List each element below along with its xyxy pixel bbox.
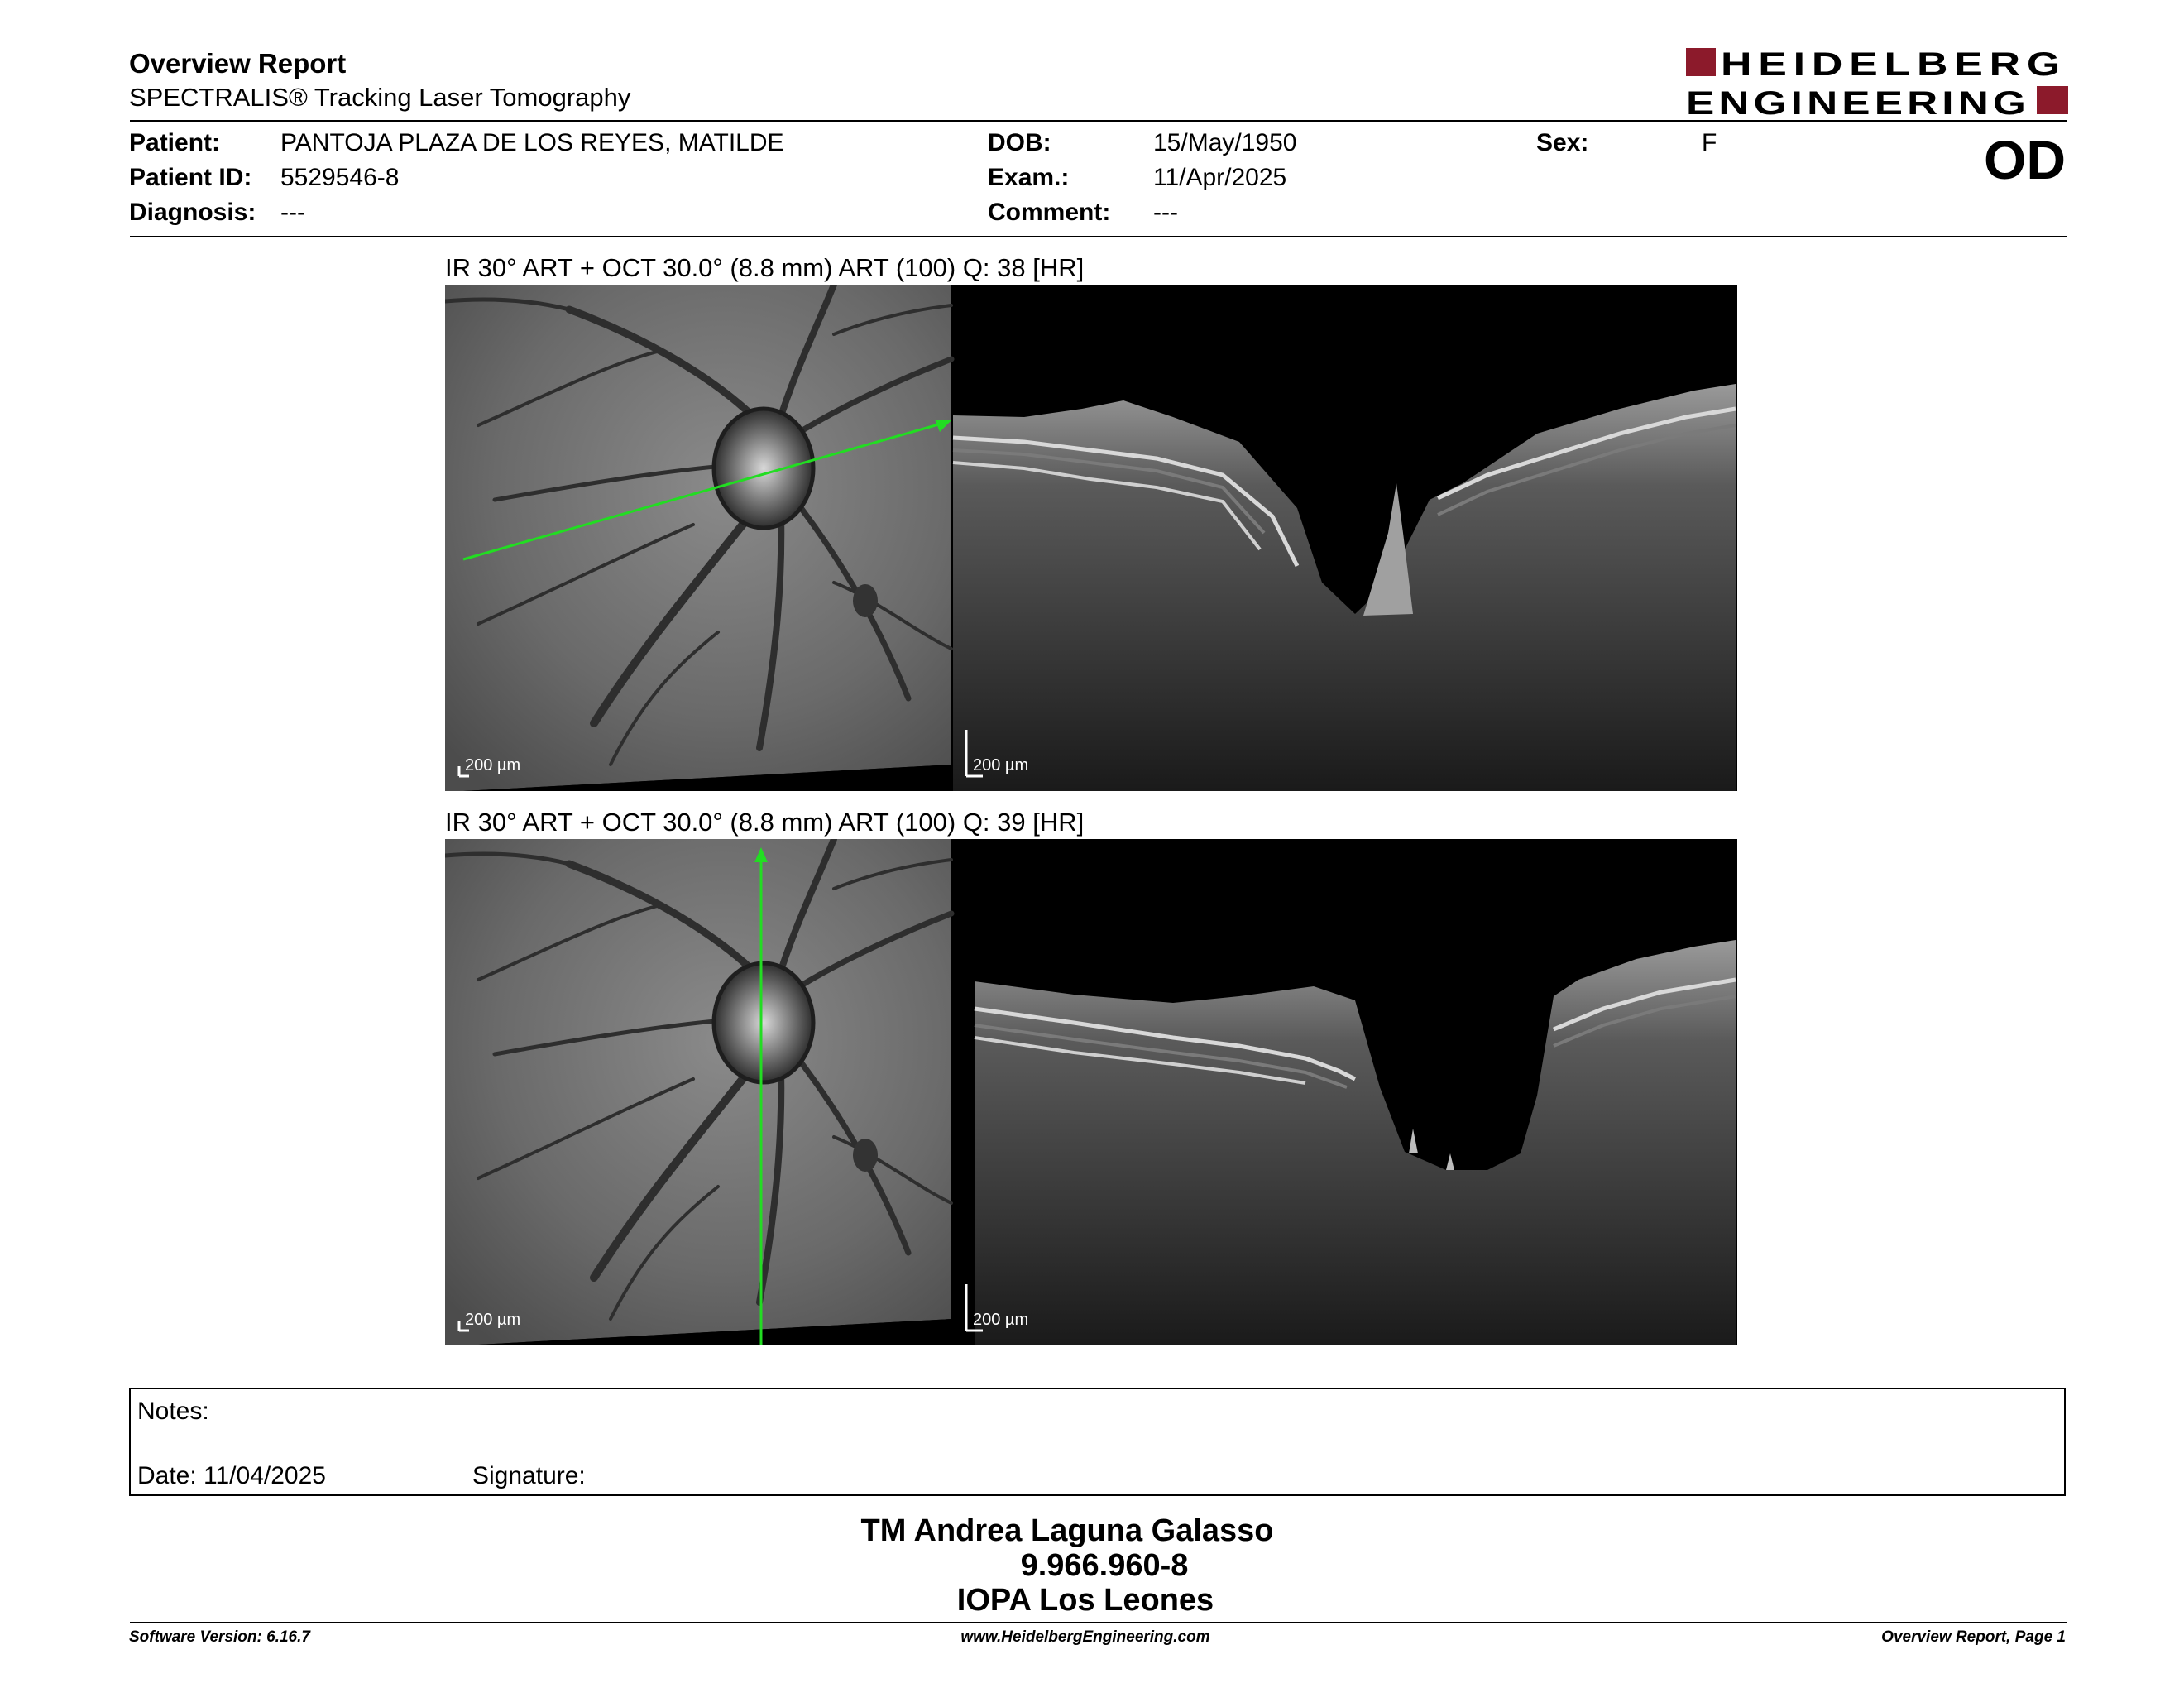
exam-value: 11/Apr/2025 — [1153, 164, 1287, 191]
logo-text-line2: ENGINEERING — [1686, 85, 2030, 117]
website-link[interactable]: www.HeidelbergEngineering.com — [960, 1628, 1210, 1646]
sex-label: Sex: — [1536, 129, 1589, 156]
logo-square-bottom — [2037, 86, 2068, 114]
diagnosis-value: --- — [280, 199, 305, 226]
signer-id: 9.966.960-8 — [1020, 1548, 1189, 1583]
oct-scale-label-2: 200 µm — [973, 1311, 1029, 1329]
heidelberg-logo — [1686, 46, 2068, 117]
scan-panel-2 — [445, 839, 1737, 1345]
page-indicator: Overview Report, Page 1 — [1881, 1628, 2066, 1646]
diagnosis-label: Diagnosis: — [129, 199, 256, 226]
comment-label: Comment: — [988, 199, 1111, 226]
dob-label: DOB: — [988, 129, 1051, 156]
eye-indicator: OD — [1984, 129, 2066, 190]
oct-scale-label-1: 200 µm — [973, 756, 1029, 774]
report-subtitle: SPECTRALIS® Tracking Laser Tomography — [129, 83, 631, 112]
ir-scale-label-1: 200 µm — [465, 756, 521, 774]
dob-value: 15/May/1950 — [1153, 129, 1297, 156]
software-version: Software Version: 6.16.7 — [129, 1628, 310, 1646]
ir-fundus-image-2 — [445, 839, 951, 1345]
signer-institution: IOPA Los Leones — [956, 1583, 1214, 1618]
patient-name: PANTOJA PLAZA DE LOS REYES, MATILDE — [280, 129, 784, 156]
logo-square-top — [1686, 48, 1716, 76]
header-divider-top — [130, 120, 2067, 122]
sex-value: F — [1702, 129, 1717, 156]
notes-label: Notes: — [137, 1398, 209, 1425]
exam-label: Exam.: — [988, 164, 1070, 191]
signer-name: TM Andrea Laguna Galasso — [860, 1513, 1274, 1548]
scan-caption-1: IR 30° ART + OCT 30.0° (8.8 mm) ART (100) Q: 38 [HR] — [445, 253, 1085, 282]
notes-date: Date: 11/04/2025 — [137, 1462, 326, 1489]
patient-id-label: Patient ID: — [129, 164, 252, 191]
scan-caption-2: IR 30° ART + OCT 30.0° (8.8 mm) ART (100) Q: 39 [HR] — [445, 808, 1085, 837]
logo-text-line1: HEIDELBERG — [1721, 46, 2067, 83]
scan-panel-1 — [445, 285, 1737, 791]
patient-label: Patient: — [129, 129, 221, 156]
footer-divider — [130, 1622, 2067, 1623]
signature-label: Signature: — [472, 1462, 586, 1489]
notes-box — [129, 1388, 2066, 1496]
oct-bscan-image-2 — [966, 940, 1736, 1345]
report-title: Overview Report — [129, 48, 347, 79]
ir-scale-label-2: 200 µm — [465, 1311, 521, 1329]
ir-fundus-image-1 — [445, 285, 951, 791]
oct-bscan-image-1 — [953, 384, 1736, 791]
patient-id-value: 5529546-8 — [280, 164, 400, 191]
header-divider-bottom — [130, 236, 2067, 237]
comment-value: --- — [1153, 199, 1178, 226]
